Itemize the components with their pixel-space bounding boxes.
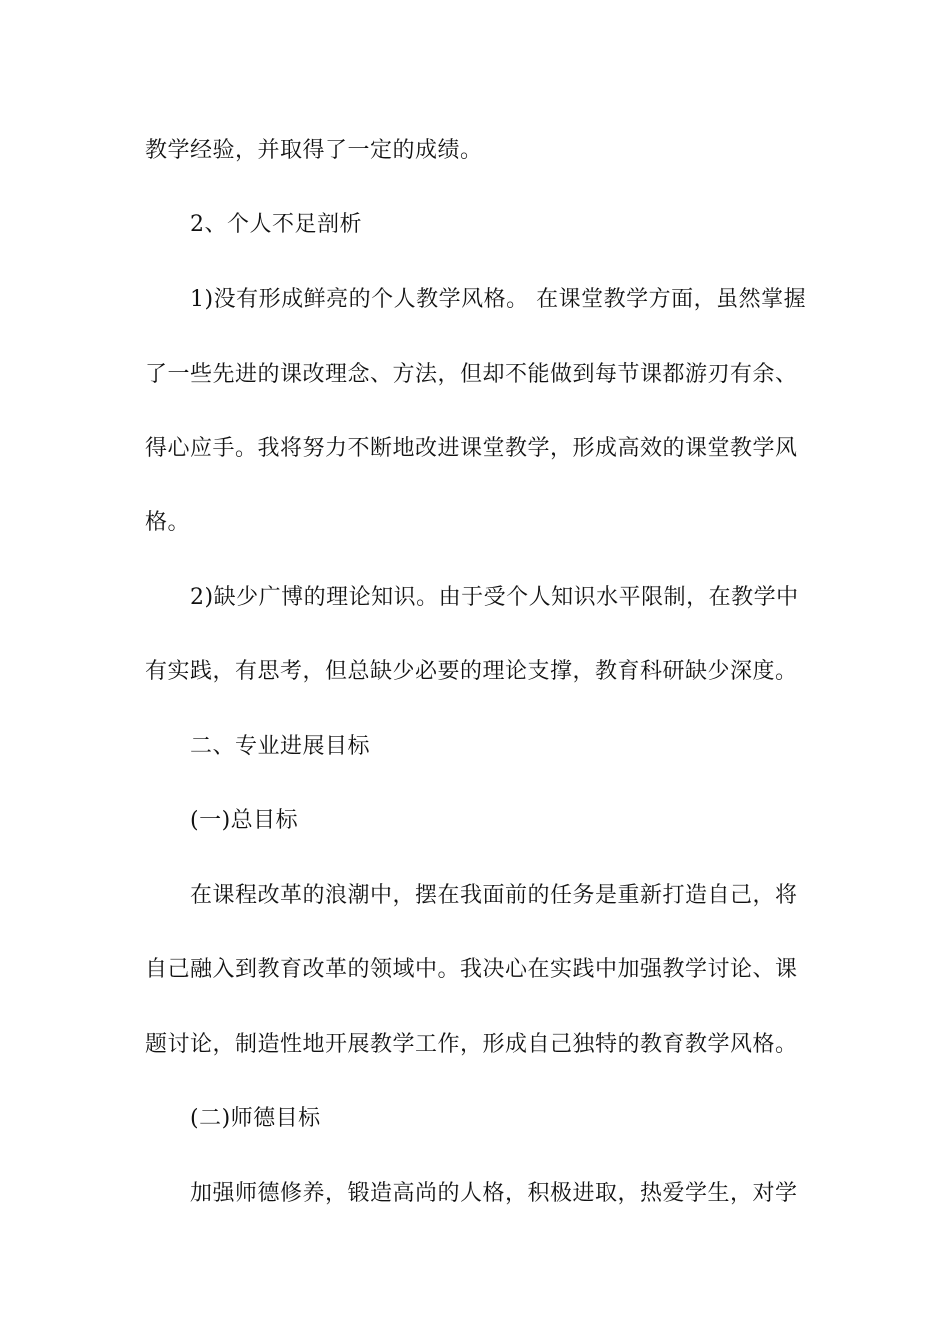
paragraph-line: 得心应手。我将努力不断地改进课堂教学，形成高效的课堂教学风	[145, 436, 798, 461]
paragraph-line: 在课程改革的浪潮中，摆在我面前的任务是重新打造自己，将	[190, 883, 798, 908]
subsection-heading: (二)师德目标	[190, 1106, 321, 1131]
paragraph-line: 有实践，有思考，但总缺少必要的理论支撑，教育科研缺少深度。	[145, 659, 798, 684]
paragraph-line: 2)缺少广博的理论知识。由于受个人知识水平限制，在教学中	[190, 585, 799, 610]
paragraph-line: 自己融入到教育改革的领域中。我决心在实践中加强教学讨论、课	[145, 957, 798, 982]
subsection-heading: (一)总目标	[190, 808, 299, 833]
paragraph-line: 1)没有形成鲜亮的个人教学风格。 在课堂教学方面，虽然掌握	[190, 287, 807, 312]
paragraph-line: 加强师德修养，锻造高尚的人格，积极进取，热爱学生，对学	[190, 1181, 798, 1206]
paragraph-line: 了一些先进的课改理念、方法，但却不能做到每节课都游刃有余、	[145, 362, 798, 387]
paragraph-line: 教学经验，并取得了一定的成绩。	[145, 138, 483, 163]
section-heading: 二、专业进展目标	[190, 734, 371, 759]
paragraph-line: 格。	[145, 510, 191, 535]
section-heading: 2、个人不足剖析	[190, 212, 362, 237]
paragraph-line: 题讨论，制造性地开展教学工作，形成自己独特的教育教学风格。	[145, 1032, 798, 1057]
